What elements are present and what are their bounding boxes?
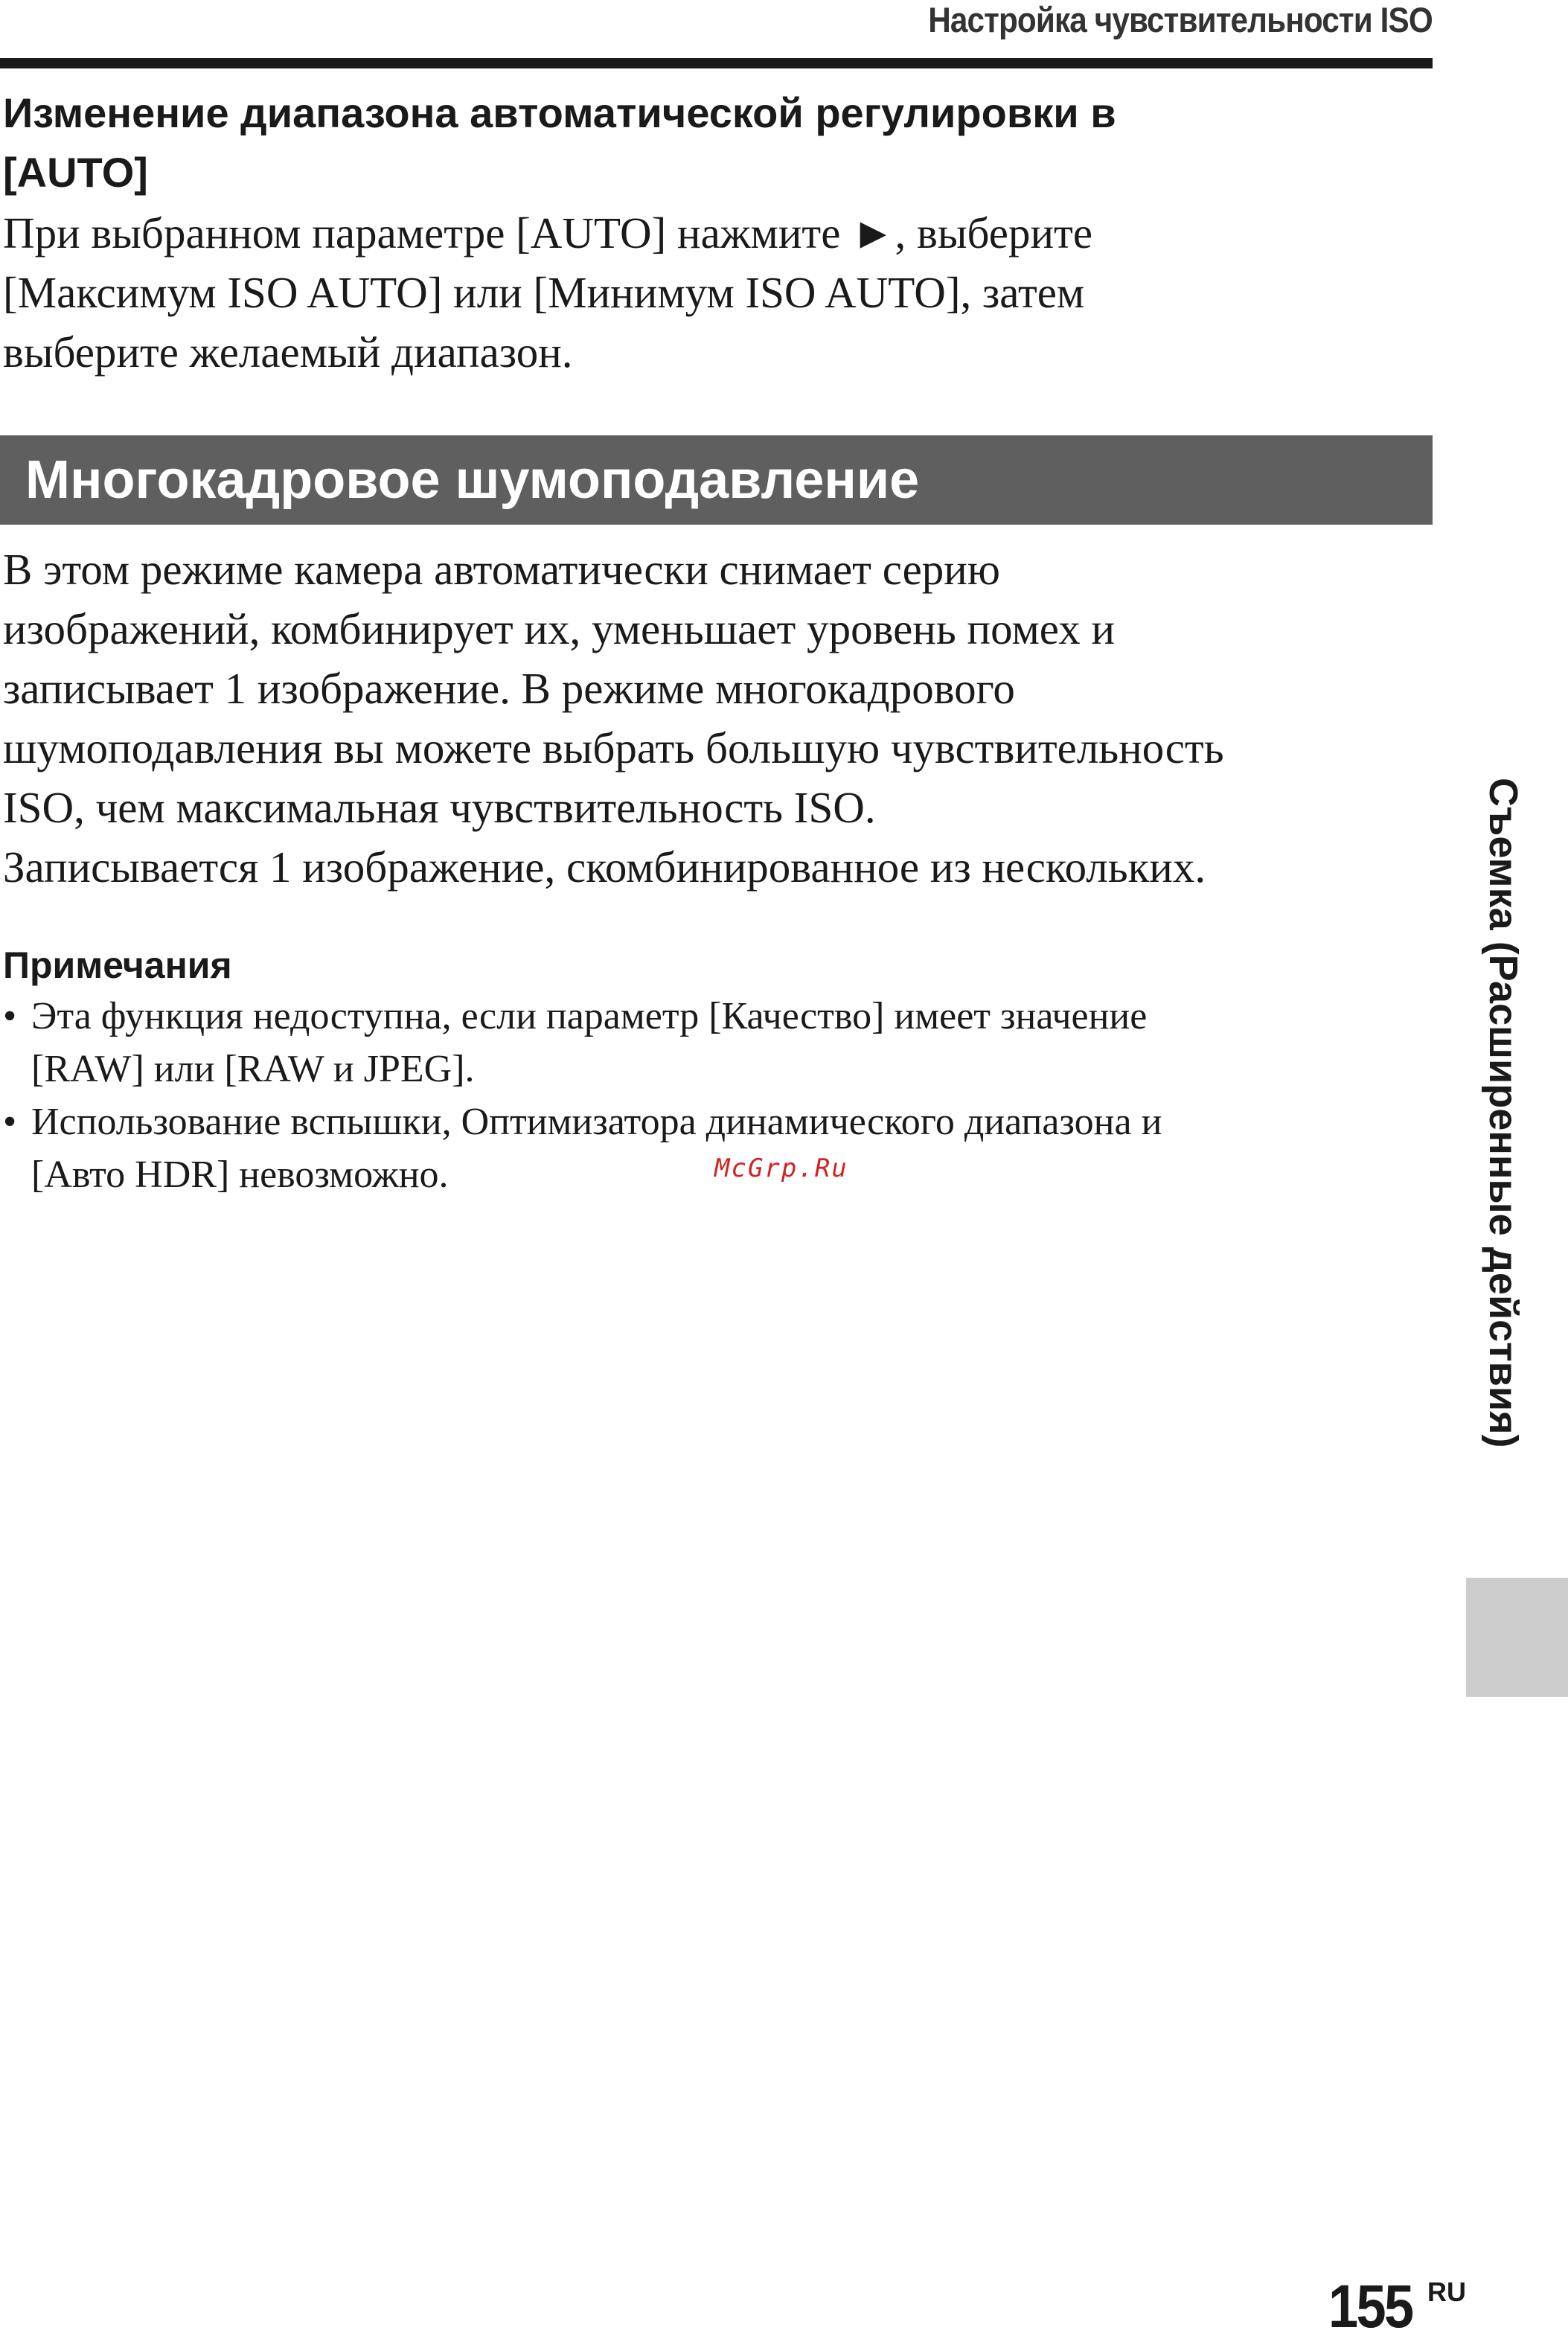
subsection-body-line: При выбранном параметре [AUTO] нажмите ►, выберите <box>3 208 1093 257</box>
side-tab-marker <box>1466 1578 1568 1697</box>
page-number: 155 <box>1328 2273 1412 2341</box>
note-item <box>3 1095 1402 1201</box>
note-line: [Авто HDR] невозможно. <box>31 1154 449 1196</box>
note-line: [RAW] или [RAW и JPEG]. <box>31 1048 475 1090</box>
section-body <box>3 540 1424 897</box>
section-body-line: записывает 1 изображение. В режиме многокадрового <box>3 664 1015 713</box>
page-language-suffix: RU <box>1427 2277 1466 2307</box>
header-rule <box>0 58 1433 68</box>
side-tab-label: Съемка (Расширенные действия) <box>1481 778 1526 1448</box>
section-title-bar <box>0 435 1433 525</box>
section-body-line: В этом режиме камера автоматически снимает серию <box>3 545 1000 594</box>
subsection-heading <box>3 83 1417 202</box>
subsection-heading-line-2: [AUTO] <box>3 149 148 196</box>
subsection-body <box>3 203 1424 382</box>
note-item <box>3 990 1402 1095</box>
section-body-line: шумоподавления вы можете выбрать большую чувствительность <box>3 723 1224 772</box>
note-line: Эта функция недоступна, если параметр [Качество] имеет значение <box>31 995 1148 1037</box>
subsection-body-line: [Максимум ISO AUTO] или [Минимум ISO AUTO], затем <box>3 268 1085 317</box>
notes-heading: Примечания <box>3 944 232 986</box>
notes-list <box>3 990 1402 1201</box>
bullet-icon: • <box>3 995 17 1037</box>
watermark-link[interactable]: McGrp.Ru <box>714 1154 848 1183</box>
section-body-line: Записывается 1 изображение, скомбинированное из нескольких. <box>3 842 1206 892</box>
section-body-line: ISO, чем максимальная чувствительность ISO. <box>3 783 876 832</box>
section-title: Многокадровое шумоподавление <box>25 450 920 510</box>
subsection-heading-line-1: Изменение диапазона автоматической регулировки в <box>3 89 1116 136</box>
running-header-title: Настройка чувствительности ISO <box>928 0 1433 39</box>
note-line: Использование вспышки, Оптимизатора динамического диапазона и <box>31 1101 1162 1143</box>
bullet-icon: • <box>3 1101 17 1143</box>
subsection-body-line: выберите желаемый диапазон. <box>3 327 573 377</box>
side-tab <box>1481 778 1526 1552</box>
section-body-line: изображений, комбинирует их, уменьшает уровень помех и <box>3 604 1116 653</box>
